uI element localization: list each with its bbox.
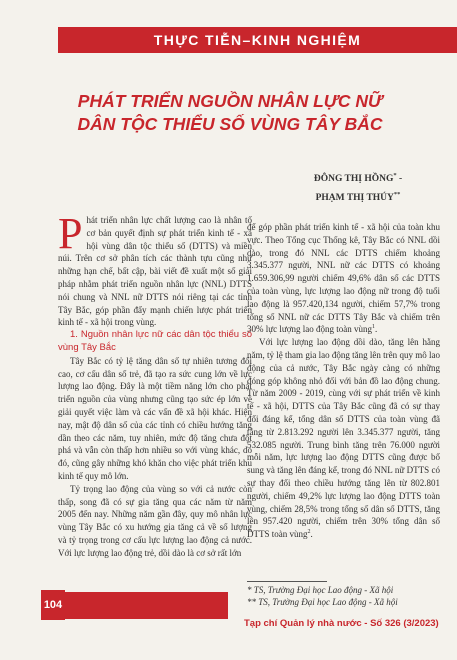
footnote-ref: 1 — [372, 324, 375, 331]
page-number: 104 — [43, 599, 63, 611]
author-2-name: PHẠM THỊ THÚY — [315, 193, 394, 204]
footnote-1: * TS, Trường Đại học Lao động - Xã hội — [247, 585, 394, 595]
body-paragraph-end: . — [310, 529, 313, 540]
body-paragraph-end: . — [375, 324, 378, 335]
author-2-mark: ** — [393, 191, 401, 199]
section-banner — [58, 27, 457, 53]
section-banner-label: THỰC TIỄN–KINH NGHIỆM — [153, 32, 362, 48]
abstract-text: hát triển nhân lực chất lượng cao là nhân tố cơ bản quyết định sự phát triển kinh tế - xã hội vùng dân tộc thiểu số (DTTS) và miền núi. Trên cơ sở phân tích các thành tựu cũng như những hạn chế, bất cập, bài viết đề xuất một số giải pháp nhằm phát triển nguồn nhân lực (NNL) DTTS nói chung và NNL nữ DTTS nói riêng tại các tỉnh Tây Bắc, góp phần đẩy mạnh chiến lược phát triển kinh tế - xã hội trong vùng. — [58, 215, 252, 328]
body-paragraph — [247, 336, 440, 541]
author-line-2 — [268, 187, 448, 206]
article-title-line-2: DÂN TỘC THIỂU SỐ VÙNG TÂY BẮC — [77, 114, 383, 134]
abstract-paragraph — [58, 209, 252, 329]
right-column — [247, 221, 440, 541]
author-block — [268, 168, 448, 206]
drop-cap: P — [58, 209, 83, 258]
footnotes — [247, 584, 442, 608]
page-number-box — [41, 590, 65, 620]
body-paragraph — [247, 221, 440, 336]
footnote-ref: 2 — [307, 529, 311, 536]
footer-bar — [58, 592, 228, 619]
body-paragraph: Tây Bắc có tỷ lệ tăng dân số tự nhiên tương đối cao, cơ cấu dân số trẻ, đã tạo ra sức cung lớn về lực lượng lao động. Đây là một tiềm năng lớn cho phát triển nguồn của vùng nhưng cũng tạo sức ép lớn về giải quyết việc làm và các vấn đề xã hội khác. Hiện nay, mật độ dân số của các tỉnh có chiều hướng tăng dần theo các năm, tuy nhiên, mức độ tăng chưa đột phá và vẫn còn thấp hơn nhiều so với vùng khác, do đó, cũng gây những khó khăn cho việc phát triển khu kinh tế quy mô lớn. — [58, 355, 252, 481]
section-heading: 1. Nguồn nhân lực nữ các dân tộc thiểu số vùng Tây Bắc — [58, 329, 252, 353]
article-title-line-1: PHÁT TRIỂN NGUỒN NHÂN LỰC NỮ — [77, 91, 383, 111]
body-paragraph: Tỷ trọng lao động của vùng so với cả nước còn thấp, song đã có sự gia tăng qua các năm từ năm 2005 đến nay. Những năm gần đây, quy mô nhân lực vùng Tây Bắc có xu hướng gia tăng cả về số lượng và tỷ trọng trong cơ cấu lực lượng lao động cả nước. Với lực lượng lao động trẻ, dồi dào là cơ sở rất lớn — [58, 483, 252, 558]
left-column — [58, 209, 252, 560]
body-paragraph-text: để góp phần phát triển kinh tế - xã hội của toàn khu vực. Theo Tổng cục Thống kê, Tây Bắc có NNL dồi dào, trong đó NNL các DTTS chiếm khoảng 3.345.377 người, NNL nữ các DTTS có khoảng 1.659.306,99 người chiếm 49,6% dân số các DTTS của toàn vùng, lực lượng lao động nữ trong độ tuổi lao động là 957.420,134 người, chiếm 57,7% trong tổng số NNL nữ các DTTS Tây Bắc và chiếm trên 30% lực lượng lao động toàn vùng — [247, 222, 440, 335]
article-title — [60, 90, 400, 136]
author-1-mark: * — [393, 172, 397, 179]
footnote-divider — [247, 581, 327, 582]
footnote-2: ** TS, Trường Đại học Lao động - Xã hội — [247, 597, 398, 607]
author-line-1: ĐÔNG THỊ HỒNG* - — [313, 172, 403, 185]
author-1-name: ĐÔNG THỊ HỒNG — [313, 174, 394, 185]
journal-name: Tạp chí Quản lý nhà nước - Số 326 (3/2023) — [244, 618, 439, 629]
body-paragraph-text: Với lực lượng lao động dồi dào, tăng lên hằng năm, tỷ lệ tham gia lao động tăng lên trên quy mô lao động của cả nước, Tây Bắc ngày càng có những đóng góp không nhỏ đối với bản đồ lao động chung. Từ năm 2009 - 2019, cùng với sự phát triển về kinh tế - xã hội, DTTS của Tây Bắc cũng đã có sự thay đổi đáng kể, tổng dân số DTTS của toàn vùng đã tăng từ 2.813.292 người lên 3.345.377 người, tăng 532.085 người. Trung bình tăng trên 76.000 người mỗi năm, lực lượng lao động DTTS cũng được bổ sung và tăng lên đáng kể, trong đó NNL nữ DTTS có sự thay đổi theo chiều hướng tăng lên từ 802.801 người, chiếm 49,2% lực lượng lao động DTTS toàn vùng, chiếm 28,5% trong tổng số dân số DTTS, tăng lên 957.420 người, chiếm trên 30% tổng dân số DTTS toàn vùng — [247, 337, 440, 540]
